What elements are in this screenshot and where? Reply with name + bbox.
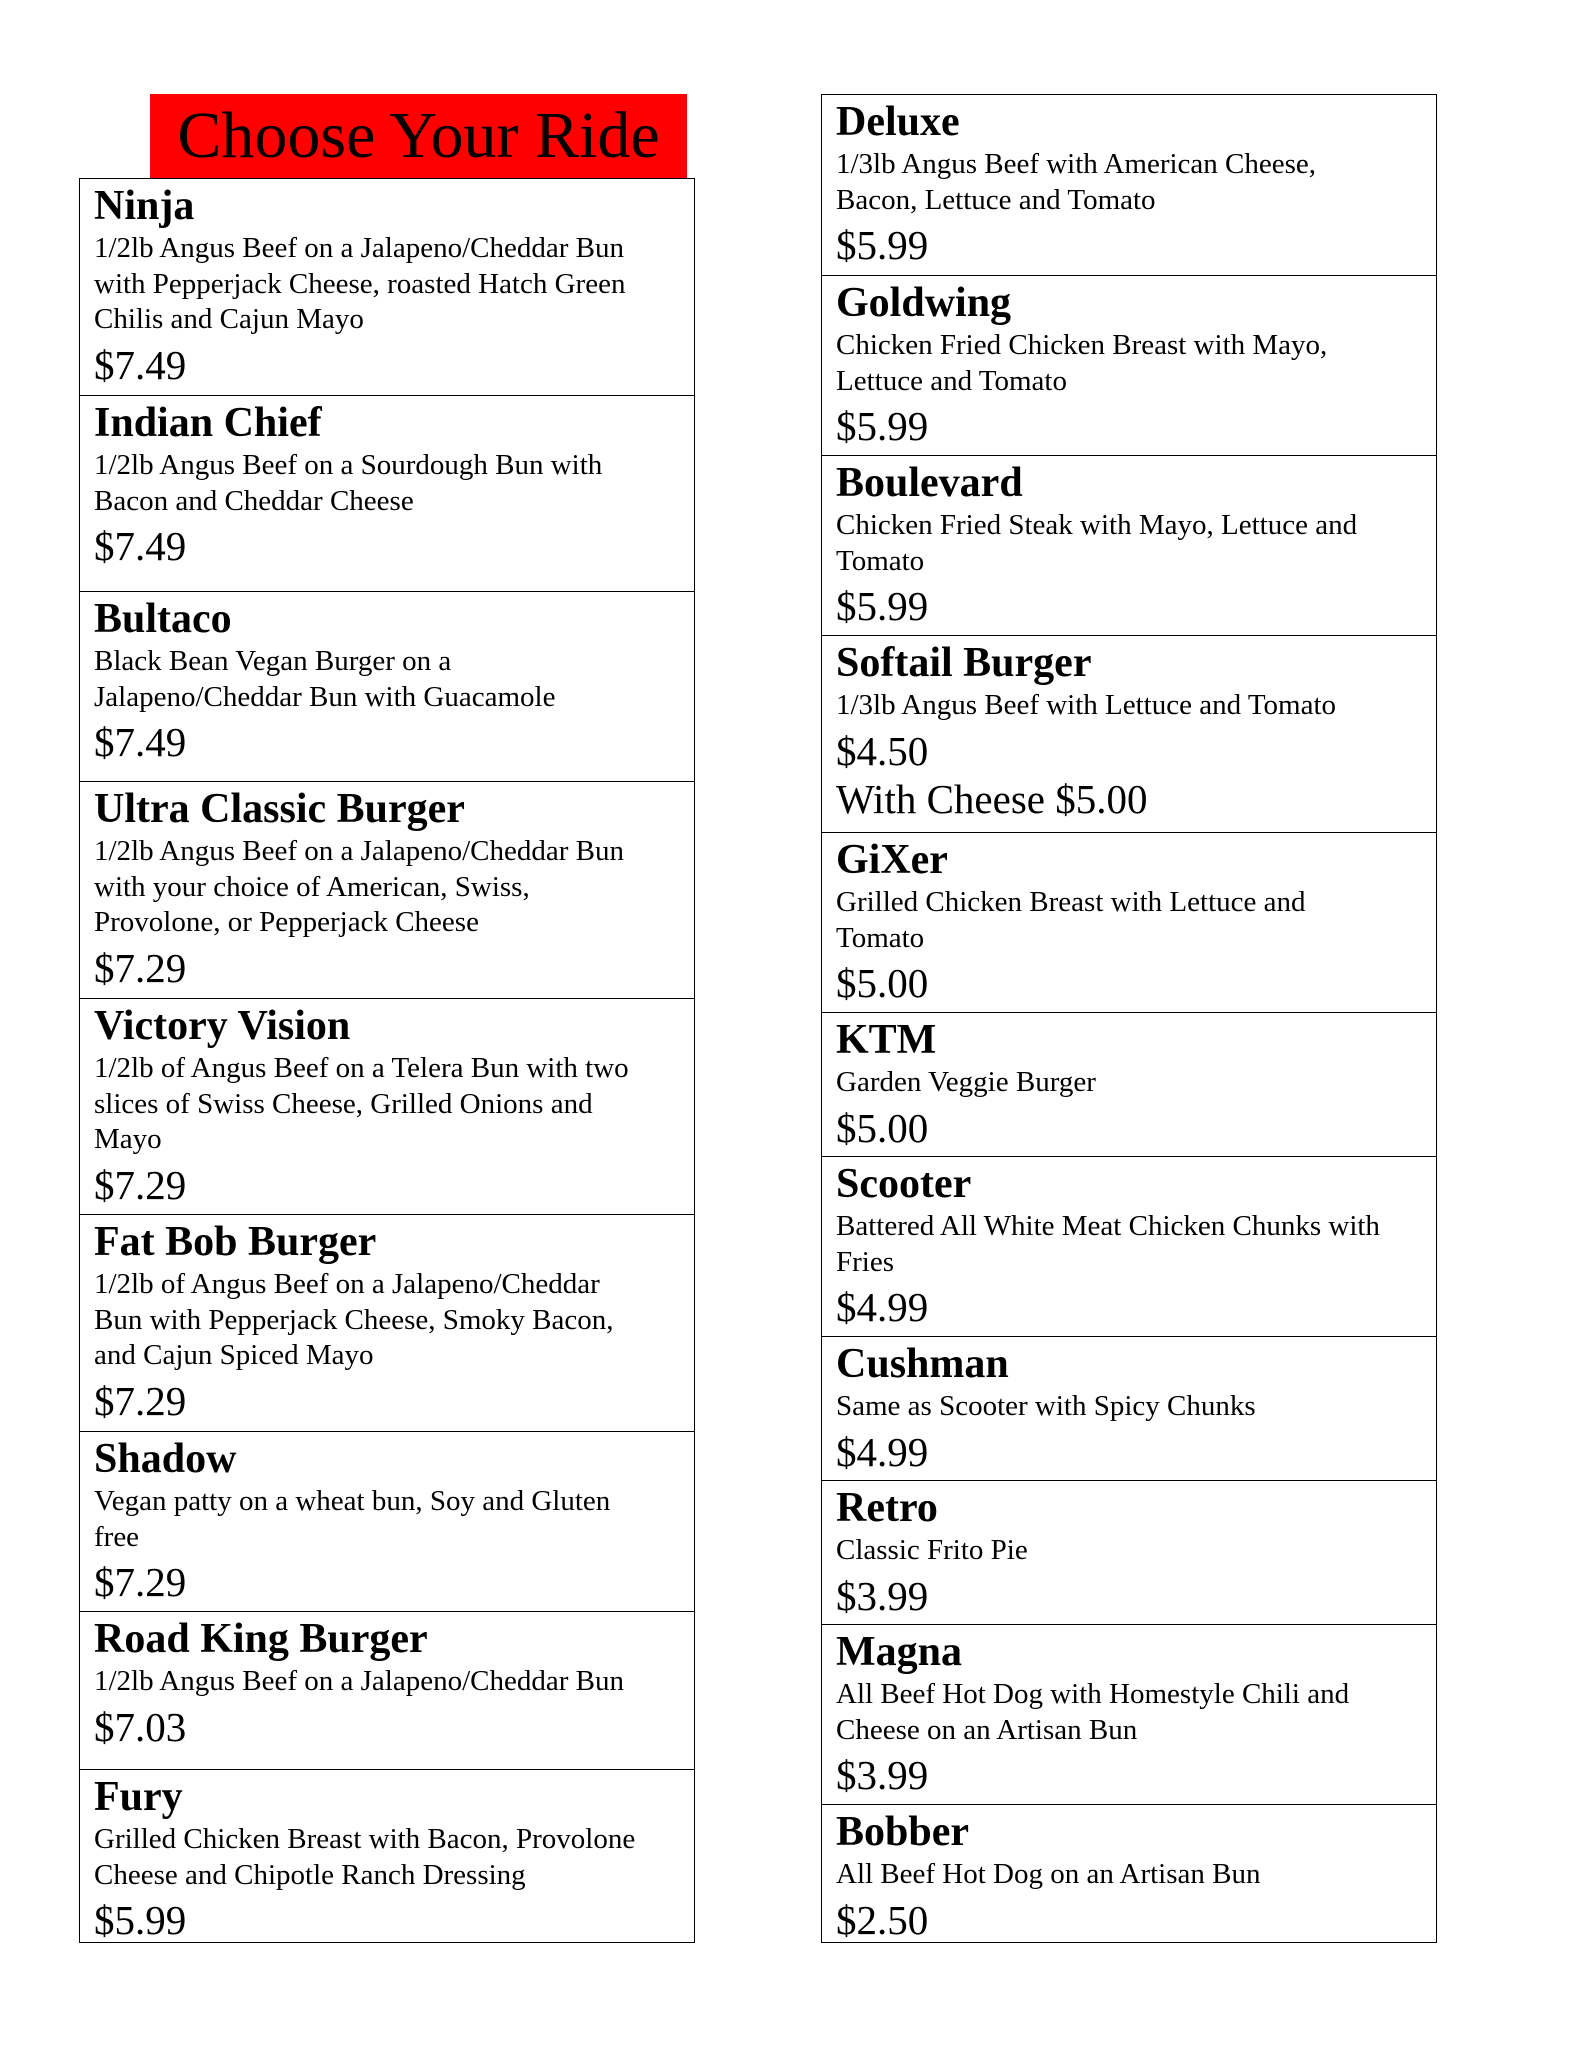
description-line: Chilis and Cajun Mayo	[94, 303, 364, 335]
description-line: Provolone, or Pepperjack Cheese	[94, 906, 479, 938]
menu-item	[80, 1769, 694, 1944]
description-line: with Pepperjack Cheese, roasted Hatch Green	[94, 267, 626, 300]
menu-item-price: $3.99	[836, 1752, 929, 1798]
left-menu-column	[79, 178, 695, 1943]
menu-item-name: GiXer	[836, 837, 948, 883]
menu-item	[822, 832, 1436, 1012]
menu-item	[80, 591, 694, 781]
description-line: All Beef Hot Dog on an Artisan Bun	[836, 1858, 1261, 1890]
description-line: 1/3lb Angus Beef with American Cheese,	[836, 148, 1317, 180]
menu-item-description	[94, 1051, 680, 1158]
menu-item-name: Indian Chief	[94, 400, 322, 446]
menu-item	[80, 781, 694, 998]
menu-item-name: Road King Burger	[94, 1616, 428, 1662]
menu-item-name: Bobber	[836, 1809, 970, 1855]
description-line: 1/2lb of Angus Beef on a Jalapeno/Cheddar	[94, 1268, 600, 1300]
description-line: 1/2lb Angus Beef on a Sourdough Bun with	[94, 449, 603, 481]
menu-item	[822, 455, 1436, 635]
description-line: 1/2lb Angus Beef on a Jalapeno/Cheddar Bun	[94, 835, 624, 867]
description-line: Tomato	[836, 921, 925, 954]
menu-item	[80, 1611, 694, 1769]
menu-item-description	[836, 1857, 1422, 1893]
menu-item	[80, 179, 694, 395]
menu-item-name: Deluxe	[836, 99, 960, 145]
description-line: Same as Scooter with Spicy Chunks	[836, 1390, 1256, 1422]
menu-item-description	[836, 508, 1422, 579]
menu-item-description	[836, 885, 1422, 956]
menu-item-name: KTM	[836, 1017, 937, 1063]
menu-item-name: Softail Burger	[836, 640, 1092, 686]
menu-item-name: Bultaco	[94, 596, 232, 642]
menu-title: Choose Your Ride	[150, 94, 687, 178]
description-line: Mayo	[94, 1123, 162, 1155]
menu-item-name: Shadow	[94, 1436, 237, 1482]
menu-item	[80, 1431, 694, 1611]
description-line: Battered All White Meat Chicken Chunks with	[836, 1210, 1380, 1242]
menu-item	[822, 1156, 1436, 1336]
description-line: free	[94, 1520, 140, 1553]
menu-item-extra-price: With Cheese $5.00	[836, 775, 1148, 822]
menu-item-price: $7.29	[94, 1377, 187, 1424]
menu-item-name: Boulevard	[836, 460, 1023, 506]
description-line: Garden Veggie Burger	[836, 1066, 1096, 1098]
menu-item-price: $3.99	[836, 1572, 929, 1619]
menu-item	[80, 395, 694, 591]
menu-item	[822, 275, 1436, 455]
menu-item	[822, 1012, 1436, 1156]
description-line: with your choice of American, Swiss,	[94, 870, 530, 903]
menu-item-name: Retro	[836, 1485, 938, 1531]
description-line: slices of Swiss Cheese, Grilled Onions and	[94, 1087, 593, 1120]
description-line: Tomato	[836, 544, 925, 577]
description-line: Chicken Fried Steak with Mayo, Lettuce and	[836, 509, 1358, 541]
menu-item-description	[836, 1533, 1422, 1569]
menu-item-price: $4.50	[836, 727, 929, 774]
menu-item-price: $7.49	[94, 523, 187, 569]
menu-item-description	[94, 448, 680, 519]
menu-item	[822, 1480, 1436, 1624]
menu-item	[80, 998, 694, 1214]
menu-item-description	[836, 1389, 1422, 1425]
description-line: Chicken Fried Chicken Breast with Mayo,	[836, 329, 1328, 361]
description-line: Black Bean Vegan Burger on a	[94, 645, 452, 677]
description-line: Jalapeno/Cheddar Bun with Guacamole	[94, 680, 556, 713]
description-line: Cheese on an Artisan Bun	[836, 1713, 1138, 1746]
menu-item-price: $5.99	[94, 1897, 187, 1943]
menu-item-name: Victory Vision	[94, 1003, 351, 1049]
menu-item-price: $4.99	[836, 1284, 929, 1330]
menu-item-price: $5.99	[836, 222, 929, 268]
menu-item-description	[94, 644, 680, 715]
menu-item	[822, 635, 1436, 832]
menu-item-name: Goldwing	[836, 280, 1012, 326]
menu-item-description	[94, 1267, 680, 1374]
menu-item-price: $7.29	[94, 1161, 187, 1208]
description-line: Vegan patty on a wheat bun, Soy and Gluten	[94, 1485, 611, 1517]
menu-item	[80, 1214, 694, 1431]
menu-item-description	[94, 1664, 680, 1700]
description-line: Grilled Chicken Breast with Lettuce and	[836, 886, 1306, 918]
menu-item-description	[94, 1822, 680, 1893]
menu-item-description	[836, 688, 1422, 724]
description-line: 1/2lb of Angus Beef on a Telera Bun with two	[94, 1052, 629, 1084]
description-line: Grilled Chicken Breast with Bacon, Provolone	[94, 1823, 636, 1855]
menu-item-price: $2.50	[836, 1896, 929, 1943]
description-line: 1/3lb Angus Beef with Lettuce and Tomato	[836, 689, 1337, 721]
menu-item-name: Fat Bob Burger	[94, 1219, 377, 1265]
menu-item-description	[94, 231, 680, 338]
description-line: Classic Frito Pie	[836, 1534, 1028, 1566]
menu-item-price: $7.03	[94, 1703, 187, 1750]
description-line: All Beef Hot Dog with Homestyle Chili and	[836, 1678, 1350, 1710]
description-line: Bacon and Cheddar Cheese	[94, 484, 414, 517]
description-line: Bun with Pepperjack Cheese, Smoky Bacon,	[94, 1303, 614, 1336]
description-line: and Cajun Spiced Mayo	[94, 1339, 374, 1371]
menu-item	[822, 95, 1436, 275]
menu-item-price: $7.49	[94, 719, 187, 765]
menu-item	[822, 1624, 1436, 1804]
description-line: Fries	[836, 1245, 894, 1278]
menu-item	[822, 1804, 1436, 1944]
menu-item-name: Scooter	[836, 1161, 972, 1207]
menu-item-name: Magna	[836, 1629, 962, 1675]
menu-item-description	[836, 147, 1422, 218]
menu-item-name: Ultra Classic Burger	[94, 786, 465, 832]
menu-item-name: Cushman	[836, 1341, 1009, 1387]
description-line: Lettuce and Tomato	[836, 364, 1067, 397]
menu-item-description	[836, 1677, 1422, 1748]
menu-item-price: $5.99	[836, 583, 929, 629]
menu-item-price: $5.00	[836, 960, 929, 1006]
description-line: Bacon, Lettuce and Tomato	[836, 183, 1156, 216]
description-line: Cheese and Chipotle Ranch Dressing	[94, 1858, 526, 1891]
menu-item-description	[836, 1209, 1422, 1280]
menu-item-price: $7.49	[94, 341, 187, 388]
menu-item-description	[94, 1484, 680, 1555]
menu-item-description	[836, 1065, 1422, 1101]
description-line: 1/2lb Angus Beef on a Jalapeno/Cheddar Bun	[94, 1665, 624, 1697]
menu-item-description	[836, 328, 1422, 399]
menu-item-name: Ninja	[94, 183, 195, 229]
menu-item-price: $5.00	[836, 1104, 929, 1151]
menu-item-price: $7.29	[94, 944, 187, 991]
menu-item-price: $4.99	[836, 1428, 929, 1475]
menu-item-name: Fury	[94, 1774, 183, 1820]
menu-item-price: $7.29	[94, 1559, 187, 1605]
right-menu-column	[821, 94, 1437, 1943]
description-line: 1/2lb Angus Beef on a Jalapeno/Cheddar Bun	[94, 232, 624, 264]
menu-item	[822, 1336, 1436, 1480]
menu-item-description	[94, 834, 680, 941]
menu-item-price: $5.99	[836, 403, 929, 449]
